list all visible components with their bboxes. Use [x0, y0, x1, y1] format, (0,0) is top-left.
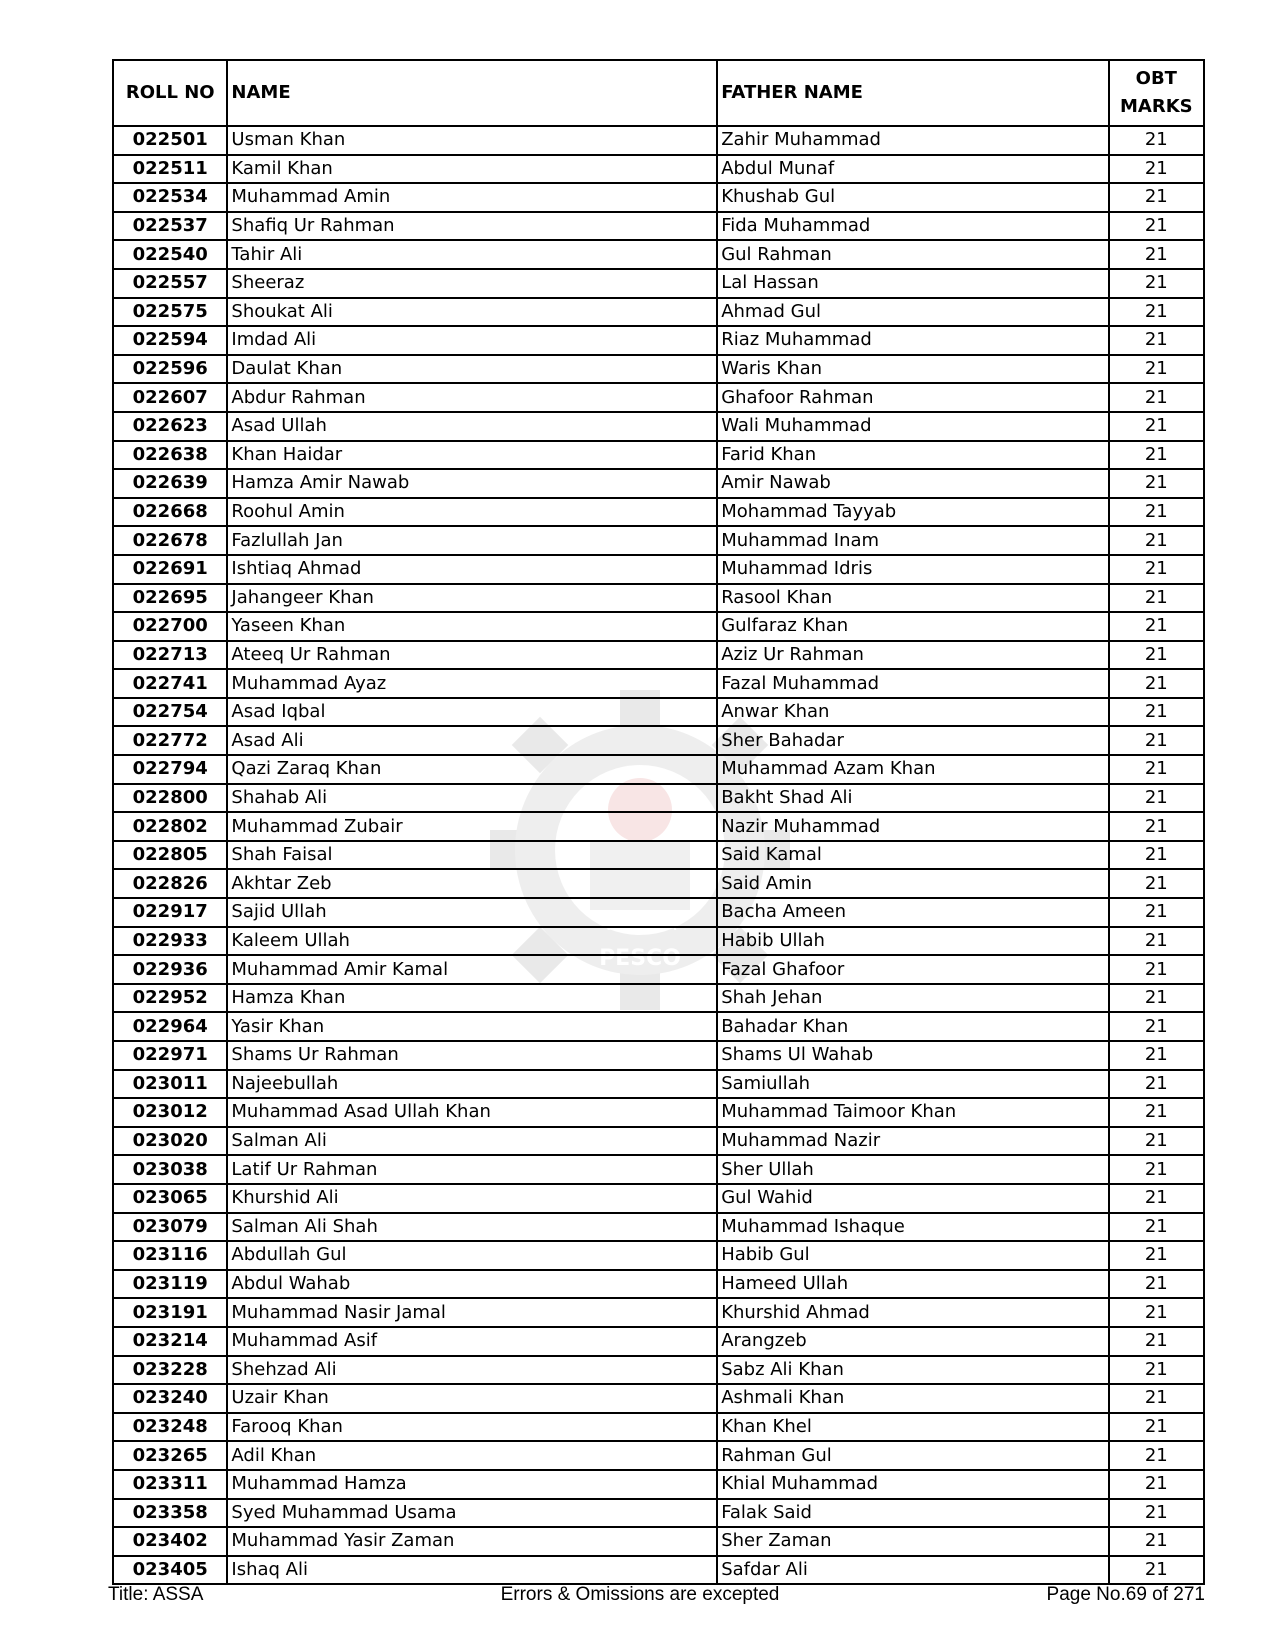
table-row [113, 383, 1204, 412]
roll-no-cell: 023358 [113, 1499, 227, 1528]
roll-no-cell: 022772 [113, 726, 227, 755]
table-row [113, 784, 1204, 813]
name-cell: Syed Muhammad Usama [227, 1499, 717, 1528]
footer-page-number: Page No.69 of 271 [1046, 1584, 1205, 1605]
obt-marks-cell: 21 [1109, 955, 1204, 984]
name-cell: Jahangeer Khan [227, 584, 717, 613]
roll-no-cell: 023311 [113, 1470, 227, 1499]
roll-no-cell: 022695 [113, 584, 227, 613]
name-cell: Asad Iqbal [227, 698, 717, 727]
table-row [113, 1155, 1204, 1184]
obt-marks-cell: 21 [1109, 584, 1204, 613]
table-row [113, 240, 1204, 269]
roll-no-cell: 022575 [113, 298, 227, 327]
roll-no-cell: 022741 [113, 669, 227, 698]
name-cell: Khan Haidar [227, 441, 717, 470]
name-cell: Tahir Ali [227, 240, 717, 269]
table-row [113, 1499, 1204, 1528]
father-name-cell: Ghafoor Rahman [717, 383, 1108, 412]
name-cell: Yaseen Khan [227, 612, 717, 641]
table-row [113, 126, 1204, 155]
obt-marks-cell: 21 [1109, 812, 1204, 841]
name-cell: Muhammad Asad Ullah Khan [227, 1098, 717, 1127]
father-name-cell: Anwar Khan [717, 698, 1108, 727]
name-cell: Yasir Khan [227, 1012, 717, 1041]
father-name-cell: Shams Ul Wahab [717, 1041, 1108, 1070]
roll-no-cell: 022596 [113, 355, 227, 384]
roll-no-cell: 023240 [113, 1384, 227, 1413]
name-cell: Shahab Ali [227, 784, 717, 813]
obt-marks-cell: 21 [1109, 269, 1204, 298]
obt-marks-cell: 21 [1109, 1155, 1204, 1184]
roll-no-cell: 023020 [113, 1127, 227, 1156]
table-row [113, 1127, 1204, 1156]
obt-marks-cell: 21 [1109, 984, 1204, 1013]
roll-no-cell: 023265 [113, 1441, 227, 1470]
father-name-cell: Lal Hassan [717, 269, 1108, 298]
roll-no-cell: 022623 [113, 412, 227, 441]
table-row [113, 898, 1204, 927]
obt-marks-cell: 21 [1109, 1213, 1204, 1242]
name-cell: Qazi Zaraq Khan [227, 755, 717, 784]
name-cell: Shafiq Ur Rahman [227, 212, 717, 241]
father-name-cell: Falak Said [717, 1499, 1108, 1528]
father-name-cell: Fazal Ghafoor [717, 955, 1108, 984]
father-name-cell: Said Amin [717, 869, 1108, 898]
table-row [113, 1298, 1204, 1327]
name-cell: Salman Ali Shah [227, 1213, 717, 1242]
table-row [113, 698, 1204, 727]
roll-no-cell: 022678 [113, 526, 227, 555]
name-cell: Muhammad Amin [227, 183, 717, 212]
obt-marks-cell: 21 [1109, 784, 1204, 813]
roll-no-cell: 023116 [113, 1241, 227, 1270]
table-row [113, 1413, 1204, 1442]
table-row [113, 1041, 1204, 1070]
obt-marks-cell: 21 [1109, 326, 1204, 355]
table-row [113, 1556, 1204, 1585]
roll-no-cell: 022964 [113, 1012, 227, 1041]
obt-marks-cell: 21 [1109, 641, 1204, 670]
table-row [113, 641, 1204, 670]
obt-marks-cell: 21 [1109, 1098, 1204, 1127]
table-row [113, 1470, 1204, 1499]
table-row [113, 612, 1204, 641]
father-name-cell: Waris Khan [717, 355, 1108, 384]
obt-marks-cell: 21 [1109, 869, 1204, 898]
father-name-cell: Shah Jehan [717, 984, 1108, 1013]
father-name-cell: Habib Gul [717, 1241, 1108, 1270]
roll-no-cell: 022691 [113, 555, 227, 584]
obt-marks-cell: 21 [1109, 669, 1204, 698]
obt-marks-cell: 21 [1109, 1298, 1204, 1327]
roll-no-cell: 022713 [113, 641, 227, 670]
roll-no-cell: 022540 [113, 240, 227, 269]
table-row [113, 584, 1204, 613]
father-name-cell: Ashmali Khan [717, 1384, 1108, 1413]
name-cell: Kamil Khan [227, 155, 717, 184]
roll-no-cell: 022952 [113, 984, 227, 1013]
name-cell: Salman Ali [227, 1127, 717, 1156]
table-row [113, 1384, 1204, 1413]
father-name-cell: Gulfaraz Khan [717, 612, 1108, 641]
footer-title: Title: ASSA [108, 1584, 204, 1605]
roll-no-cell: 022668 [113, 498, 227, 527]
father-name-cell: Safdar Ali [717, 1556, 1108, 1585]
header-roll-no: ROLL NO [113, 60, 227, 126]
father-name-cell: Hameed Ullah [717, 1270, 1108, 1299]
roll-no-cell: 022638 [113, 441, 227, 470]
name-cell: Adil Khan [227, 1441, 717, 1470]
table-row [113, 1270, 1204, 1299]
table-row [113, 755, 1204, 784]
father-name-cell: Amir Nawab [717, 469, 1108, 498]
obt-marks-cell: 21 [1109, 498, 1204, 527]
obt-marks-cell: 21 [1109, 441, 1204, 470]
father-name-cell: Muhammad Azam Khan [717, 755, 1108, 784]
father-name-cell: Khan Khel [717, 1413, 1108, 1442]
roll-no-cell: 022800 [113, 784, 227, 813]
obt-marks-cell: 21 [1109, 526, 1204, 555]
father-name-cell: Arangzeb [717, 1327, 1108, 1356]
header-father-name: FATHER NAME [717, 60, 1108, 126]
roll-no-cell: 022594 [113, 326, 227, 355]
roll-no-cell: 023228 [113, 1356, 227, 1385]
name-cell: Asad Ali [227, 726, 717, 755]
roll-no-cell: 022501 [113, 126, 227, 155]
father-name-cell: Wali Muhammad [717, 412, 1108, 441]
table-row [113, 927, 1204, 956]
obt-marks-cell: 21 [1109, 612, 1204, 641]
table-row [113, 669, 1204, 698]
name-cell: Sheeraz [227, 269, 717, 298]
father-name-cell: Ahmad Gul [717, 298, 1108, 327]
obt-marks-cell: 21 [1109, 1070, 1204, 1099]
name-cell: Khurshid Ali [227, 1184, 717, 1213]
obt-marks-cell: 21 [1109, 469, 1204, 498]
roll-no-cell: 022537 [113, 212, 227, 241]
table-row [113, 1527, 1204, 1556]
roll-no-cell: 022805 [113, 841, 227, 870]
father-name-cell: Rahman Gul [717, 1441, 1108, 1470]
table-row [113, 984, 1204, 1013]
father-name-cell: Fida Muhammad [717, 212, 1108, 241]
roll-no-cell: 023214 [113, 1327, 227, 1356]
name-cell: Muhammad Nasir Jamal [227, 1298, 717, 1327]
obt-marks-cell: 21 [1109, 1499, 1204, 1528]
table-row [113, 269, 1204, 298]
table-row [113, 869, 1204, 898]
roll-no-cell: 022971 [113, 1041, 227, 1070]
roll-no-cell: 022802 [113, 812, 227, 841]
name-cell: Roohul Amin [227, 498, 717, 527]
father-name-cell: Said Kamal [717, 841, 1108, 870]
obt-marks-cell: 21 [1109, 183, 1204, 212]
name-cell: Akhtar Zeb [227, 869, 717, 898]
roll-no-cell: 022754 [113, 698, 227, 727]
obt-marks-cell: 21 [1109, 1527, 1204, 1556]
obt-marks-cell: 21 [1109, 1441, 1204, 1470]
obt-marks-cell: 21 [1109, 698, 1204, 727]
father-name-cell: Abdul Munaf [717, 155, 1108, 184]
father-name-cell: Rasool Khan [717, 584, 1108, 613]
obt-marks-cell: 21 [1109, 126, 1204, 155]
obt-marks-cell: 21 [1109, 155, 1204, 184]
roll-no-cell: 023191 [113, 1298, 227, 1327]
obt-marks-cell: 21 [1109, 212, 1204, 241]
father-name-cell: Zahir Muhammad [717, 126, 1108, 155]
obt-marks-cell: 21 [1109, 898, 1204, 927]
father-name-cell: Muhammad Inam [717, 526, 1108, 555]
father-name-cell: Sher Ullah [717, 1155, 1108, 1184]
roll-no-cell: 022794 [113, 755, 227, 784]
father-name-cell: Mohammad Tayyab [717, 498, 1108, 527]
name-cell: Shehzad Ali [227, 1356, 717, 1385]
father-name-cell: Muhammad Ishaque [717, 1213, 1108, 1242]
roll-no-cell: 022557 [113, 269, 227, 298]
header-obt-line2: MARKS [1119, 96, 1193, 117]
father-name-cell: Riaz Muhammad [717, 326, 1108, 355]
roll-no-cell: 022511 [113, 155, 227, 184]
name-cell: Muhammad Amir Kamal [227, 955, 717, 984]
obt-marks-cell: 21 [1109, 1012, 1204, 1041]
name-cell: Muhammad Yasir Zaman [227, 1527, 717, 1556]
father-name-cell: Muhammad Idris [717, 555, 1108, 584]
table-row [113, 1184, 1204, 1213]
name-cell: Hamza Amir Nawab [227, 469, 717, 498]
table-row [113, 1012, 1204, 1041]
roll-no-cell: 022639 [113, 469, 227, 498]
table-row [113, 412, 1204, 441]
obt-marks-cell: 21 [1109, 383, 1204, 412]
roll-no-cell: 023405 [113, 1556, 227, 1585]
name-cell: Fazlullah Jan [227, 526, 717, 555]
name-cell: Ateeq Ur Rahman [227, 641, 717, 670]
obt-marks-cell: 21 [1109, 555, 1204, 584]
father-name-cell: Sher Zaman [717, 1527, 1108, 1556]
father-name-cell: Nazir Muhammad [717, 812, 1108, 841]
father-name-cell: Khial Muhammad [717, 1470, 1108, 1499]
roll-no-cell: 023402 [113, 1527, 227, 1556]
obt-marks-cell: 21 [1109, 1356, 1204, 1385]
father-name-cell: Bahadar Khan [717, 1012, 1108, 1041]
father-name-cell: Muhammad Nazir [717, 1127, 1108, 1156]
table-row [113, 955, 1204, 984]
name-cell: Farooq Khan [227, 1413, 717, 1442]
father-name-cell: Aziz Ur Rahman [717, 641, 1108, 670]
father-name-cell: Fazal Muhammad [717, 669, 1108, 698]
name-cell: Shoukat Ali [227, 298, 717, 327]
name-cell: Hamza Khan [227, 984, 717, 1013]
name-cell: Najeebullah [227, 1070, 717, 1099]
obt-marks-cell: 21 [1109, 1556, 1204, 1585]
roll-no-cell: 023119 [113, 1270, 227, 1299]
name-cell: Shams Ur Rahman [227, 1041, 717, 1070]
roll-no-cell: 023079 [113, 1213, 227, 1242]
header-name: NAME [227, 60, 717, 126]
name-cell: Abdur Rahman [227, 383, 717, 412]
roll-no-cell: 022826 [113, 869, 227, 898]
obt-marks-cell: 21 [1109, 1470, 1204, 1499]
table-row [113, 841, 1204, 870]
table-row [113, 526, 1204, 555]
roll-no-cell: 023011 [113, 1070, 227, 1099]
roll-no-cell: 022607 [113, 383, 227, 412]
obt-marks-cell: 21 [1109, 298, 1204, 327]
table-row [113, 355, 1204, 384]
name-cell: Muhammad Ayaz [227, 669, 717, 698]
name-cell: Shah Faisal [227, 841, 717, 870]
obt-marks-cell: 21 [1109, 1270, 1204, 1299]
father-name-cell: Gul Rahman [717, 240, 1108, 269]
name-cell: Muhammad Hamza [227, 1470, 717, 1499]
name-cell: Ishaq Ali [227, 1556, 717, 1585]
table-row [113, 498, 1204, 527]
header-obt-marks [1109, 60, 1204, 126]
obt-marks-cell: 21 [1109, 355, 1204, 384]
father-name-cell: Bakht Shad Ali [717, 784, 1108, 813]
name-cell: Abdul Wahab [227, 1270, 717, 1299]
roll-no-cell: 022936 [113, 955, 227, 984]
roll-no-cell: 022700 [113, 612, 227, 641]
table-row [113, 1441, 1204, 1470]
table-row [113, 1356, 1204, 1385]
roll-no-cell: 023038 [113, 1155, 227, 1184]
table-row [113, 326, 1204, 355]
name-cell: Abdullah Gul [227, 1241, 717, 1270]
father-name-cell: Sabz Ali Khan [717, 1356, 1108, 1385]
table-row [113, 183, 1204, 212]
table-row [113, 1098, 1204, 1127]
obt-marks-cell: 21 [1109, 726, 1204, 755]
roll-no-cell: 023248 [113, 1413, 227, 1442]
father-name-cell: Sher Bahadar [717, 726, 1108, 755]
name-cell: Muhammad Asif [227, 1327, 717, 1356]
name-cell: Usman Khan [227, 126, 717, 155]
obt-marks-cell: 21 [1109, 1184, 1204, 1213]
roll-no-cell: 023012 [113, 1098, 227, 1127]
name-cell: Uzair Khan [227, 1384, 717, 1413]
father-name-cell: Farid Khan [717, 441, 1108, 470]
table-row [113, 555, 1204, 584]
father-name-cell: Gul Wahid [717, 1184, 1108, 1213]
obt-marks-cell: 21 [1109, 1241, 1204, 1270]
father-name-cell: Samiullah [717, 1070, 1108, 1099]
results-table [112, 59, 1205, 1585]
table-row [113, 812, 1204, 841]
name-cell: Ishtiaq Ahmad [227, 555, 717, 584]
roll-no-cell: 022534 [113, 183, 227, 212]
name-cell: Latif Ur Rahman [227, 1155, 717, 1184]
obt-marks-cell: 21 [1109, 412, 1204, 441]
table-row [113, 469, 1204, 498]
roll-no-cell: 022917 [113, 898, 227, 927]
name-cell: Kaleem Ullah [227, 927, 717, 956]
father-name-cell: Muhammad Taimoor Khan [717, 1098, 1108, 1127]
obt-marks-cell: 21 [1109, 1327, 1204, 1356]
name-cell: Muhammad Zubair [227, 812, 717, 841]
watermark-line1: WAPDA [603, 911, 677, 935]
obt-marks-cell: 21 [1109, 927, 1204, 956]
table-row [113, 441, 1204, 470]
obt-marks-cell: 21 [1109, 841, 1204, 870]
name-cell: Sajid Ullah [227, 898, 717, 927]
obt-marks-cell: 21 [1109, 1413, 1204, 1442]
obt-marks-cell: 21 [1109, 240, 1204, 269]
watermark-line2: PESCO [599, 946, 681, 971]
table-row [113, 1070, 1204, 1099]
roll-no-cell: 022933 [113, 927, 227, 956]
father-name-cell: Khurshid Ahmad [717, 1298, 1108, 1327]
table-row [113, 726, 1204, 755]
name-cell: Imdad Ali [227, 326, 717, 355]
header-obt-line1: OBT [1135, 68, 1177, 89]
father-name-cell: Habib Ullah [717, 927, 1108, 956]
table-row [113, 155, 1204, 184]
footer-notice: Errors & Omissions are excepted [500, 1584, 780, 1605]
table-row [113, 1213, 1204, 1242]
roll-no-cell: 023065 [113, 1184, 227, 1213]
father-name-cell: Khushab Gul [717, 183, 1108, 212]
obt-marks-cell: 21 [1109, 1127, 1204, 1156]
father-name-cell: Bacha Ameen [717, 898, 1108, 927]
table-row [113, 1241, 1204, 1270]
name-cell: Daulat Khan [227, 355, 717, 384]
table-header-row [113, 60, 1204, 126]
table-row [113, 1327, 1204, 1356]
obt-marks-cell: 21 [1109, 1041, 1204, 1070]
table-row [113, 298, 1204, 327]
table-row [113, 212, 1204, 241]
name-cell: Asad Ullah [227, 412, 717, 441]
obt-marks-cell: 21 [1109, 1384, 1204, 1413]
obt-marks-cell: 21 [1109, 755, 1204, 784]
